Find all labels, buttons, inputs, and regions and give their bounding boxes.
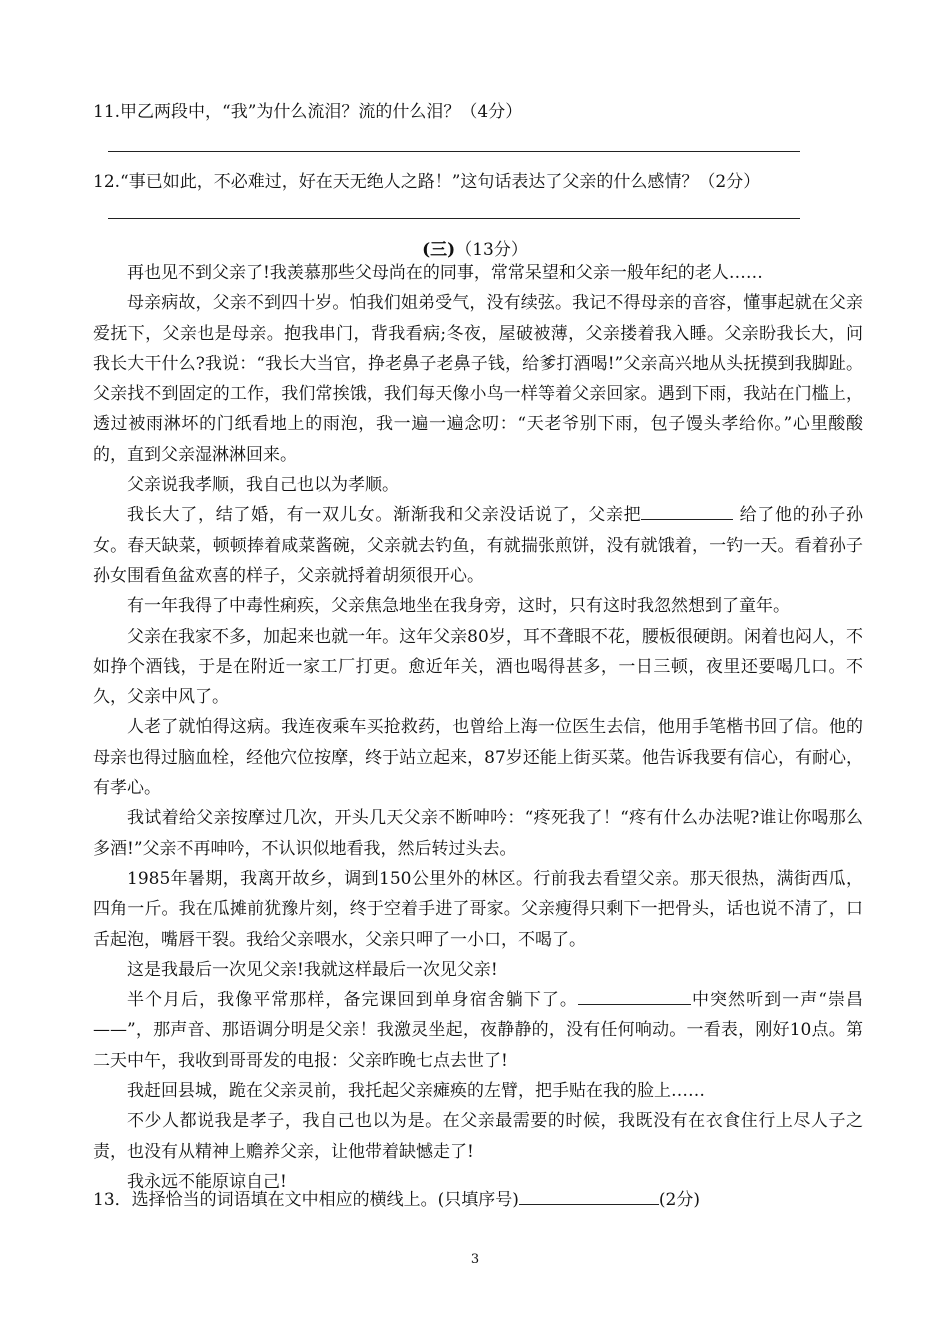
paragraph: 1985年暑期，我离开故乡，调到150公里外的林区。行前我去看望父亲。那天很热，满街西瓜，四角一斤。我在瓜摊前犹豫片刻，终于空着手进了哥家。父亲瘦得只剩下一把骨头，话也说不清了，口舌起泡，嘴唇干裂。我给父亲喂水，父亲只呷了一小口，不喝了。 bbox=[93, 868, 863, 950]
paragraph-text: 给了他的孙子孙女。春天缺菜，顿顿捧着咸菜酱碗，父亲就去钓鱼，有就揣张煎饼，没有就饿着，一钓一天。看着孙子孙女围看鱼盆欢喜的样子，父亲就捋着胡须很开心。 bbox=[93, 505, 863, 586]
paragraph: 母亲病故，父亲不到四十岁。怕我们姐弟受气，没有续弦。我记不得母亲的音容，懂事起就在父亲爱抚下，父亲也是母亲。抱我串门，背我看病;冬夜，屋破被薄，父亲搂着我入睡。父亲盼我长大，问我长大干什么?我说：“我长大当官，挣老鼻子老鼻子钱，给爹打酒喝!”父亲高兴地从头抚摸到我脚趾。父亲找不到固定的工作，我们常挨饿，我们每天像小鸟一样等着父亲回家。遇到下雨，我站在门槛上，透过被雨淋坏的门纸看地上的雨泡，我一遍一遍念叨：“天老爷别下雨，包子馒头孝给你。”心里酸酸的，直到父亲湿淋淋回来。 bbox=[93, 293, 863, 465]
page-number: 3 bbox=[470, 1252, 480, 1267]
answer-line-12 bbox=[108, 218, 800, 219]
answer-line-11 bbox=[108, 151, 800, 152]
paragraph: 这是我最后一次见父亲!我就这样最后一次见父亲! bbox=[127, 959, 498, 980]
paragraph-text: 半个月后，我像平常那样，备完课回到单身宿舍躺下了。 bbox=[127, 990, 578, 1011]
paragraph: 再也见不到父亲了!我羡慕那些父母尚在的同事，常常呆望和父亲一般年纪的老人…… bbox=[127, 263, 763, 283]
paragraph: 我试着给父亲按摩过几次，开头几天父亲不断呻吟：“疼死我了！“疼有什么办法呢?谁让你喝那么多酒!”父亲不再呻吟，不认识似地看我，然后转过头去。 bbox=[93, 808, 863, 859]
paragraph: 父亲说我孝顺，我自己也以为孝顺。 bbox=[127, 475, 399, 496]
paragraph: 我永远不能原谅自己! bbox=[127, 1171, 287, 1192]
fill-blank-1[interactable] bbox=[641, 502, 733, 520]
paragraph: 父亲在我家不多，加起来也就一年。这年父亲80岁，耳不聋眼不花，腰板很硬朗。闲着也闷人，不如挣个酒钱，于是在附近一家工厂打更。愈近年关，酒也喝得甚多，一日三顿，夜里还要喝几口。不久，父亲中风了。 bbox=[93, 626, 863, 708]
paragraph: 不少人都说我是孝子，我自己也以为是。在父亲最需要的时候，我既没有在衣食住行上尽人子之责，也没有从精神上赡养父亲，让他带着缺憾走了! bbox=[93, 1111, 863, 1162]
paragraph: 我赶回县城，跪在父亲灵前，我托起父亲瘫痪的左臂，把手贴在我的脸上…… bbox=[127, 1081, 705, 1102]
answer-blank-13[interactable] bbox=[519, 1187, 659, 1205]
question-13-text: 13．选择恰当的词语填在文中相应的横线上。(只填序号) bbox=[93, 1190, 519, 1210]
question-12: 12.“事已如此，不必难过，好在天无绝人之路！”这句话表达了父亲的什么感情？（2分） bbox=[93, 172, 761, 192]
paragraph: 人老了就怕得这病。我连夜乘车买抢救药，也曾给上海一位医生去信，他用手笔楷书回了信。他的母亲也得过脑血栓，经他穴位按摩，终于站立起来，87岁还能上街买菜。他告诉我要有信心，有耐心，有孝心。 bbox=[93, 717, 863, 799]
question-13-points: (2分) bbox=[658, 1190, 700, 1210]
section-heading bbox=[0, 235, 950, 260]
section-points: （13分） bbox=[455, 240, 528, 260]
paragraph bbox=[93, 500, 863, 591]
question-11: 11.甲乙两段中，“我”为什么流泪？流的什么泪？（4分） bbox=[93, 102, 523, 122]
question-13 bbox=[93, 1185, 700, 1210]
paragraph bbox=[93, 985, 863, 1076]
paragraph-text: 我长大了，结了婚，有一双儿女。渐渐我和父亲没话说了，父亲把 bbox=[127, 505, 642, 526]
paragraph-text: 中突然听到一声“崇昌——”，那声音、那语调分明是父亲！我激灵坐起，夜静静的，没有任何响动。一看表，刚好10点。第二天中午，我收到哥哥发的电报：父亲昨晚七点去世了! bbox=[93, 990, 863, 1071]
fill-blank-2[interactable] bbox=[578, 987, 691, 1005]
paragraph: 有一年我得了中毒性痢疾，父亲焦急地坐在我身旁，这时，只有这时我忽然想到了童年。 bbox=[127, 596, 790, 617]
reading-passage bbox=[93, 258, 863, 1197]
section-label: (三) bbox=[422, 240, 456, 260]
